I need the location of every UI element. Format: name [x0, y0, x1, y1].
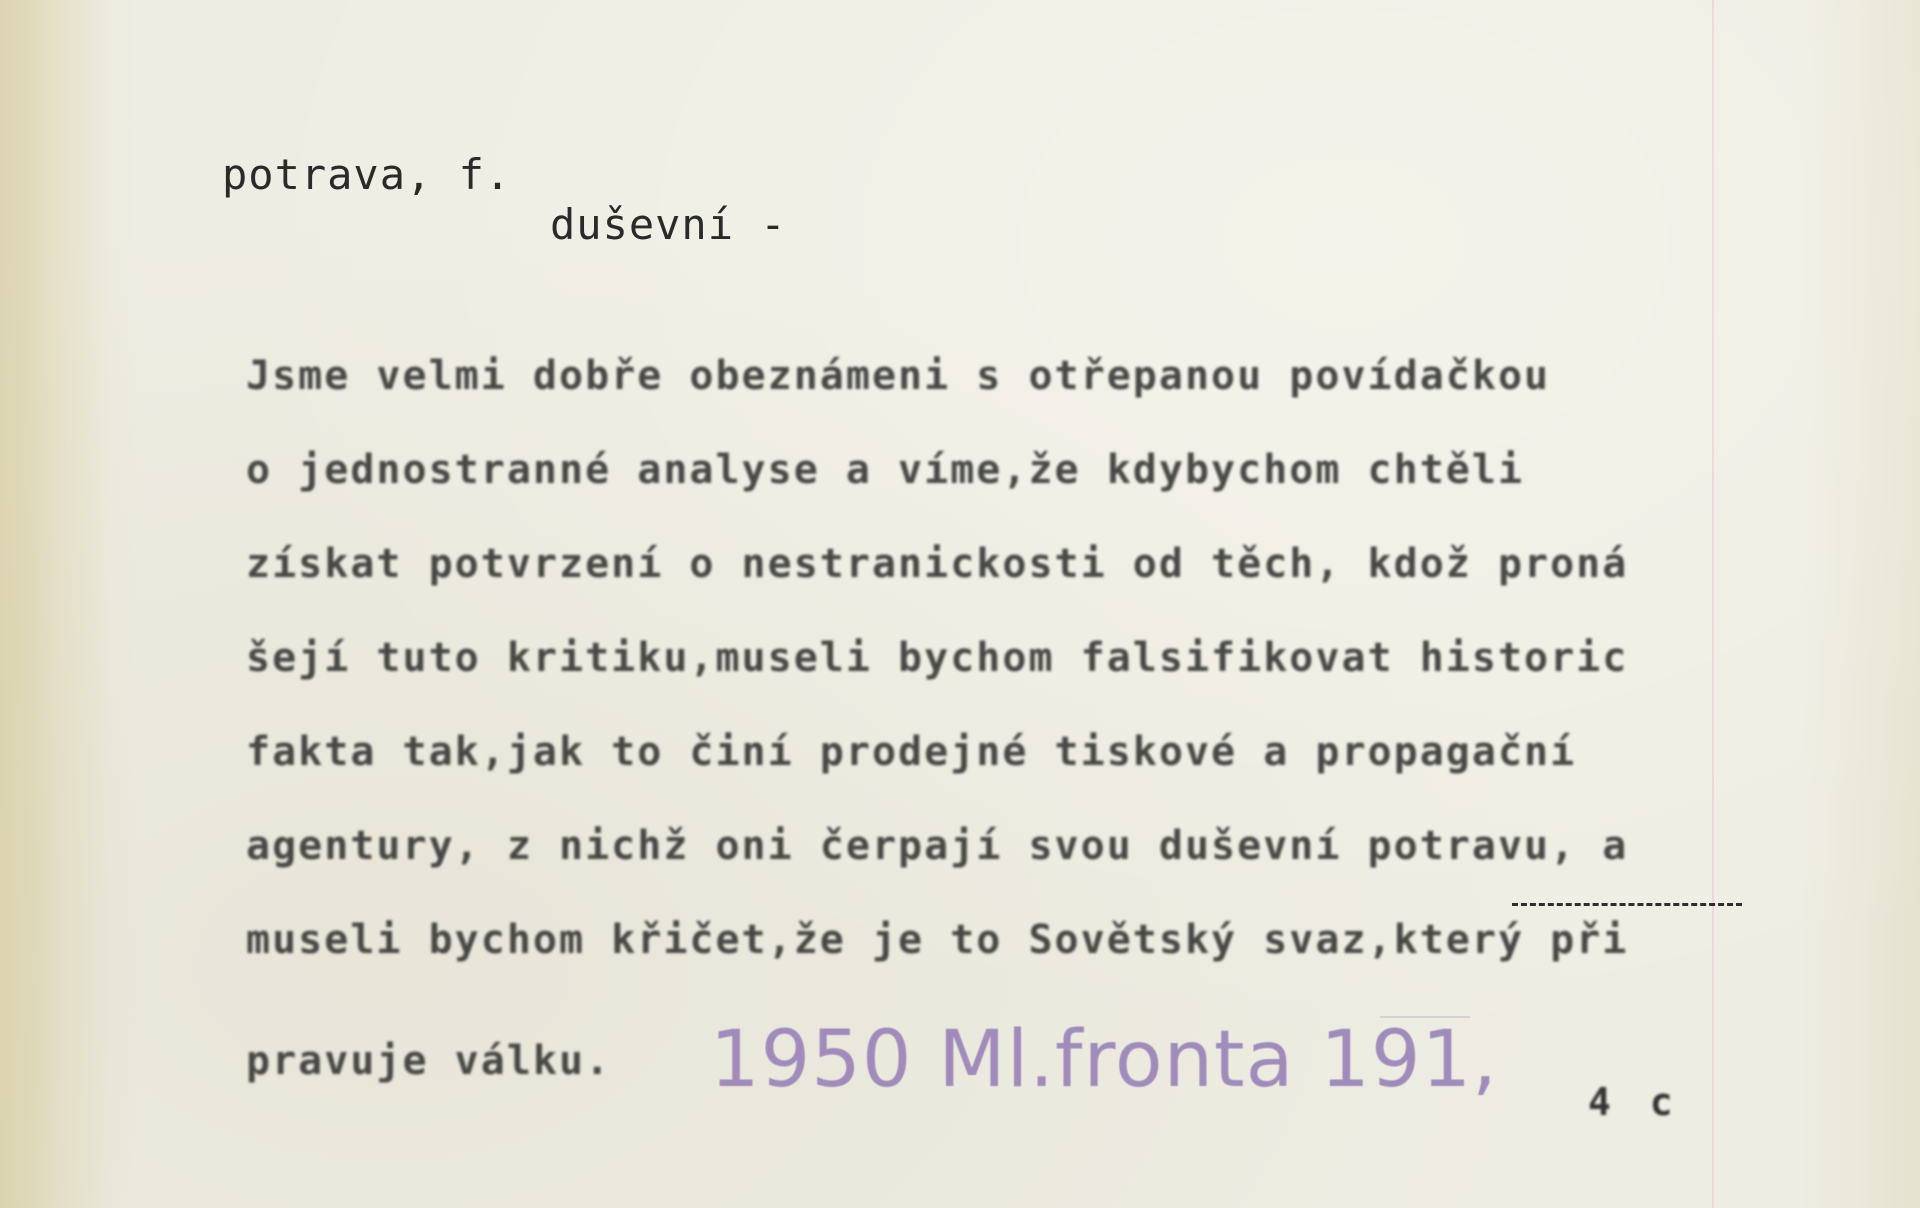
subentry: duševní - — [550, 200, 787, 249]
headword: potrava, f. — [222, 150, 512, 199]
quote-line: agentury, z nichž oni čerpají svou duševní potravu, a — [246, 823, 1629, 869]
quote-line: o jednostranné analyse a víme,že kdybychom chtěli — [246, 447, 1525, 493]
quote-line: šejí tuto kritiku,museli bychom falsifikovat historic — [246, 635, 1629, 681]
quote-last-line — [246, 1030, 611, 1092]
headword-underline — [1512, 903, 1742, 906]
quote-line: museli bychom křičet,že je to Sovětský svaz,který při — [246, 917, 1629, 963]
quote-line: získat potvrzení o nestranickosti od těch, kdož proná — [246, 541, 1629, 587]
quote-line: fakta tak,jak to činí prodejné tiskové a propagační — [246, 729, 1577, 775]
source-stamp: 1950 Ml.fronta 191, — [710, 1015, 1498, 1105]
card-number: 4 c — [1588, 1080, 1681, 1124]
paper-edge — [0, 0, 110, 1208]
stamp-trace — [1380, 1016, 1470, 1018]
quote-line: Jsme velmi dobře obeznámeni s otřepanou povídačkou — [246, 353, 1551, 399]
quote-line: pravuje válku. — [246, 1038, 612, 1084]
